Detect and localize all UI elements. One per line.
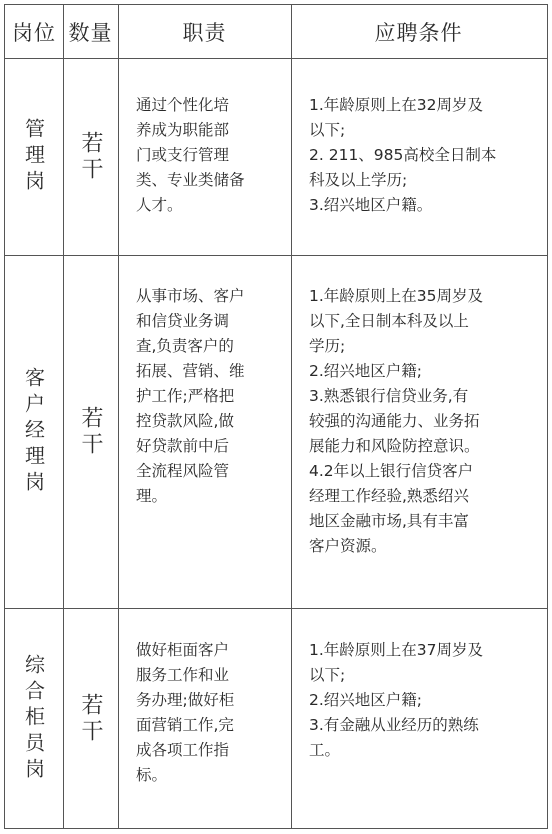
row-quantity-cell [63, 58, 118, 255]
row-position: 综合柜员岗 [21, 654, 46, 784]
row-position-cell [5, 255, 63, 608]
row-quantity-cell [63, 608, 118, 830]
header-quantity: 数量 [68, 20, 113, 45]
row-position: 管理岗 [21, 117, 46, 196]
row-position-cell [5, 608, 63, 830]
row-requirements: 1.年龄原则上在37周岁及 以下; 2.绍兴地区户籍; 3.有金融从业经历的熟练 工。 [309, 641, 484, 759]
header-duties: 职责 [182, 20, 227, 45]
row-position: 客户经理岗 [21, 366, 46, 497]
recruitment-table [4, 4, 548, 829]
row-position-cell [5, 58, 63, 255]
header-position: 岗位 [12, 20, 56, 45]
header-requirements: 应聘条件 [374, 20, 463, 45]
row-quantity: 若干 [78, 130, 103, 183]
row-duties: 通过个性化培 养成为职能部 门或支行管理 类、专业类储备 人才。 [136, 96, 245, 214]
row-duties: 做好柜面客户 服务工作和业 务办理;做好柜 面营销工作,完 成各项工作指 标。 [136, 641, 235, 784]
row-requirements: 1.年龄原则上在35周岁及 以下,全日制本科及以上 学历; 2.绍兴地区户籍; 3.熟悉银行信贷业务,有 较强的沟通能力、业务拓 展能力和风险防控意识。 4.2年以上银行信贷客户 经理工作经验,熟悉绍兴 地区金融市场,具有丰富 客户资源。 [309, 287, 484, 555]
row-quantity: 若干 [78, 693, 103, 745]
row-duties: 从事市场、客户 和信贷业务调 查,负责客户的 拓展、营销、维 护工作;严格把 控贷款风险,做 好贷款前中后 全流程风险管 理。 [136, 287, 245, 505]
col-divider-3 [291, 5, 292, 828]
row-quantity: 若干 [78, 405, 103, 458]
col-divider-2 [118, 5, 119, 828]
row-requirements: 1.年龄原则上在32周岁及 以下; 2. 211、985高校全日制本 科及以上学历; 3.绍兴地区户籍。 [309, 96, 497, 214]
row-quantity-cell [63, 255, 118, 608]
